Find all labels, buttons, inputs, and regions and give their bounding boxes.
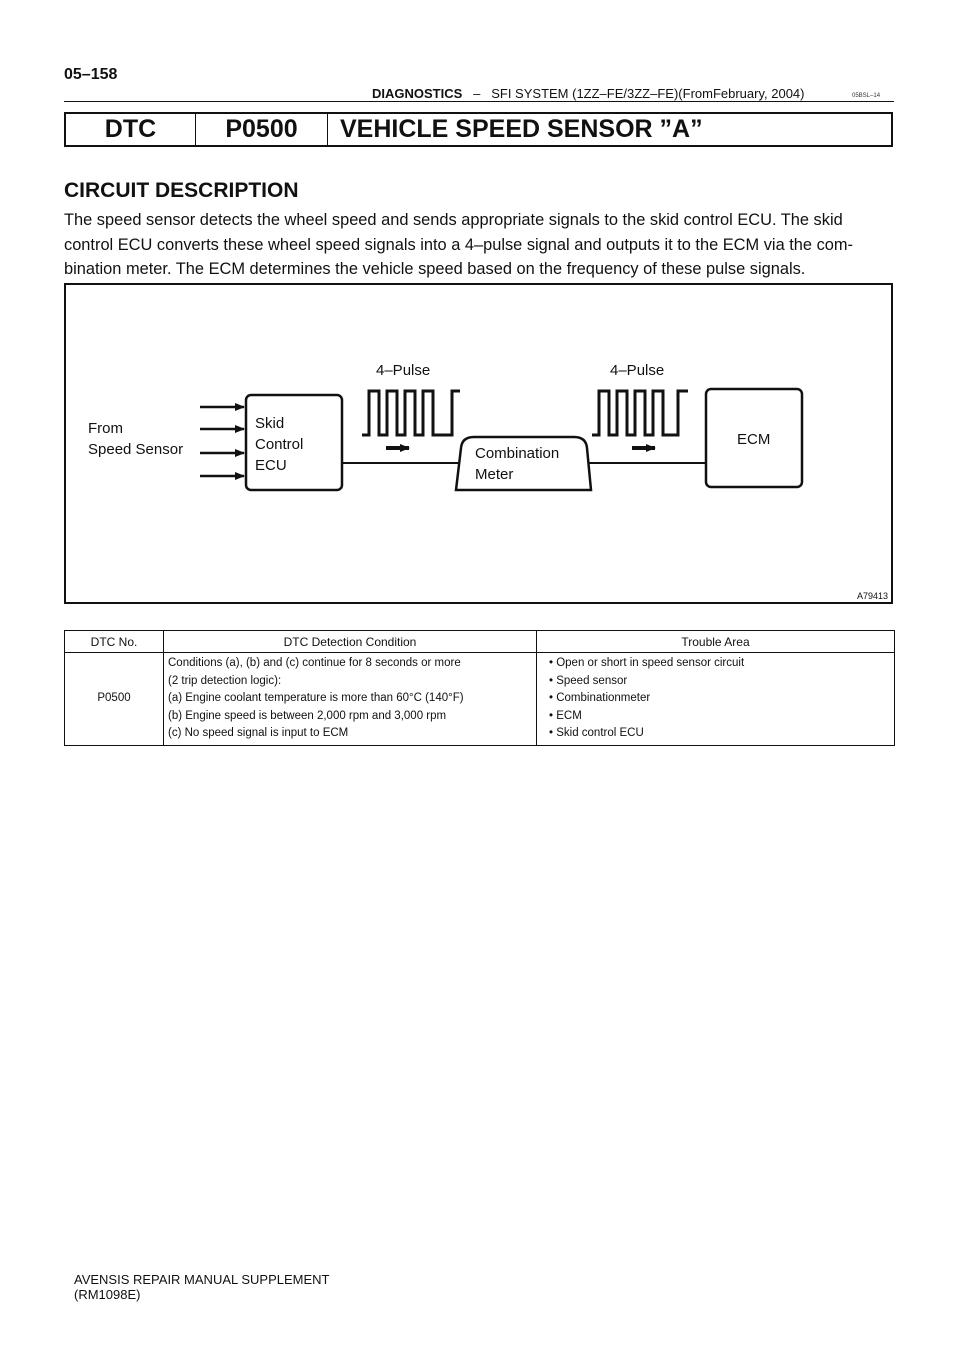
pulse-wave-2 bbox=[592, 391, 688, 435]
dtc-name: VEHICLE SPEED SENSOR ”A” bbox=[340, 115, 703, 143]
figure-id: A79413 bbox=[857, 591, 889, 601]
description-line: The speed sensor detects the wheel speed and sends appropriate signals to the skid control ECU. The skid bbox=[64, 211, 843, 229]
pulse-label-2: 4–Pulse bbox=[610, 362, 665, 379]
combination-meter-label bbox=[475, 443, 559, 485]
header-rule bbox=[64, 101, 894, 102]
dtc-label: DTC bbox=[66, 114, 196, 145]
footer-manual-code: (RM1098E) bbox=[74, 1287, 141, 1302]
section-heading: CIRCUIT DESCRIPTION bbox=[64, 179, 299, 202]
skid-ecu-label bbox=[255, 413, 303, 476]
doc-code: 05BSL–14 bbox=[852, 93, 881, 99]
footer-manual-title: AVENSIS REPAIR MANUAL SUPPLEMENT bbox=[74, 1272, 330, 1287]
condition-line: (c) No speed signal is input to ECM bbox=[168, 727, 349, 739]
from-speed-sensor-label bbox=[88, 418, 183, 460]
running-header bbox=[372, 86, 804, 101]
from-label-line: From bbox=[88, 420, 123, 437]
column-header: DTC Detection Condition bbox=[164, 631, 537, 653]
dtc-code: P0500 bbox=[196, 114, 328, 145]
description-line: control ECU converts these wheel speed signals into a 4–pulse signal and outputs it to the ECM via the com- bbox=[64, 235, 853, 254]
trouble-area-item: • Speed sensor bbox=[549, 674, 628, 687]
table-row bbox=[65, 653, 895, 746]
pulse-label-1: 4–Pulse bbox=[376, 362, 431, 379]
header-separator: – bbox=[473, 86, 481, 101]
trouble-area-item: • ECM bbox=[549, 709, 582, 722]
meter-label-line: Combination bbox=[475, 445, 560, 462]
header-subsection: SFI SYSTEM (1ZZ–FE/3ZZ–FE)(FromFebruary, 2004) bbox=[491, 86, 805, 101]
header-section: DIAGNOSTICS bbox=[372, 86, 463, 101]
column-header: Trouble Area bbox=[537, 631, 895, 653]
sensor-input-arrows bbox=[200, 407, 244, 476]
trouble-area-cell bbox=[537, 653, 895, 746]
dtc-title-box bbox=[64, 112, 893, 147]
dtc-table bbox=[64, 630, 895, 746]
skid-label-line: ECU bbox=[255, 457, 287, 474]
from-label-line: Speed Sensor bbox=[88, 441, 184, 458]
condition-line: (b) Engine speed is between 2,000 rpm and 3,000 rpm bbox=[168, 709, 447, 722]
page-footer bbox=[74, 1272, 330, 1302]
skid-label-line: Control bbox=[255, 436, 304, 453]
ecm-label: ECM bbox=[737, 431, 771, 448]
description-line: bination meter. The ECM determines the vehicle speed based on the frequency of these pulse signals. bbox=[64, 260, 806, 278]
column-header: DTC No. bbox=[65, 631, 164, 653]
condition-line: (2 trip detection logic): bbox=[168, 674, 282, 687]
pulse-wave-1 bbox=[362, 391, 460, 435]
table-header-row bbox=[65, 631, 895, 653]
condition-line: Conditions (a), (b) and (c) continue for 8 seconds or more bbox=[168, 657, 461, 669]
trouble-area-item: • Combinationmeter bbox=[549, 692, 651, 704]
meter-label-line: Meter bbox=[475, 466, 514, 483]
skid-label-line: Skid bbox=[255, 415, 285, 432]
page-number: 05–158 bbox=[64, 66, 118, 83]
trouble-area-item: • Skid control ECU bbox=[549, 727, 644, 739]
detection-condition-cell bbox=[164, 653, 537, 746]
circuit-diagram bbox=[64, 283, 893, 604]
trouble-area-item: • Open or short in speed sensor circuit bbox=[549, 657, 745, 669]
condition-line: (a) Engine coolant temperature is more than 60°C (140°F) bbox=[168, 692, 464, 704]
dtc-number-cell: P0500 bbox=[65, 653, 164, 746]
circuit-description bbox=[64, 208, 896, 282]
